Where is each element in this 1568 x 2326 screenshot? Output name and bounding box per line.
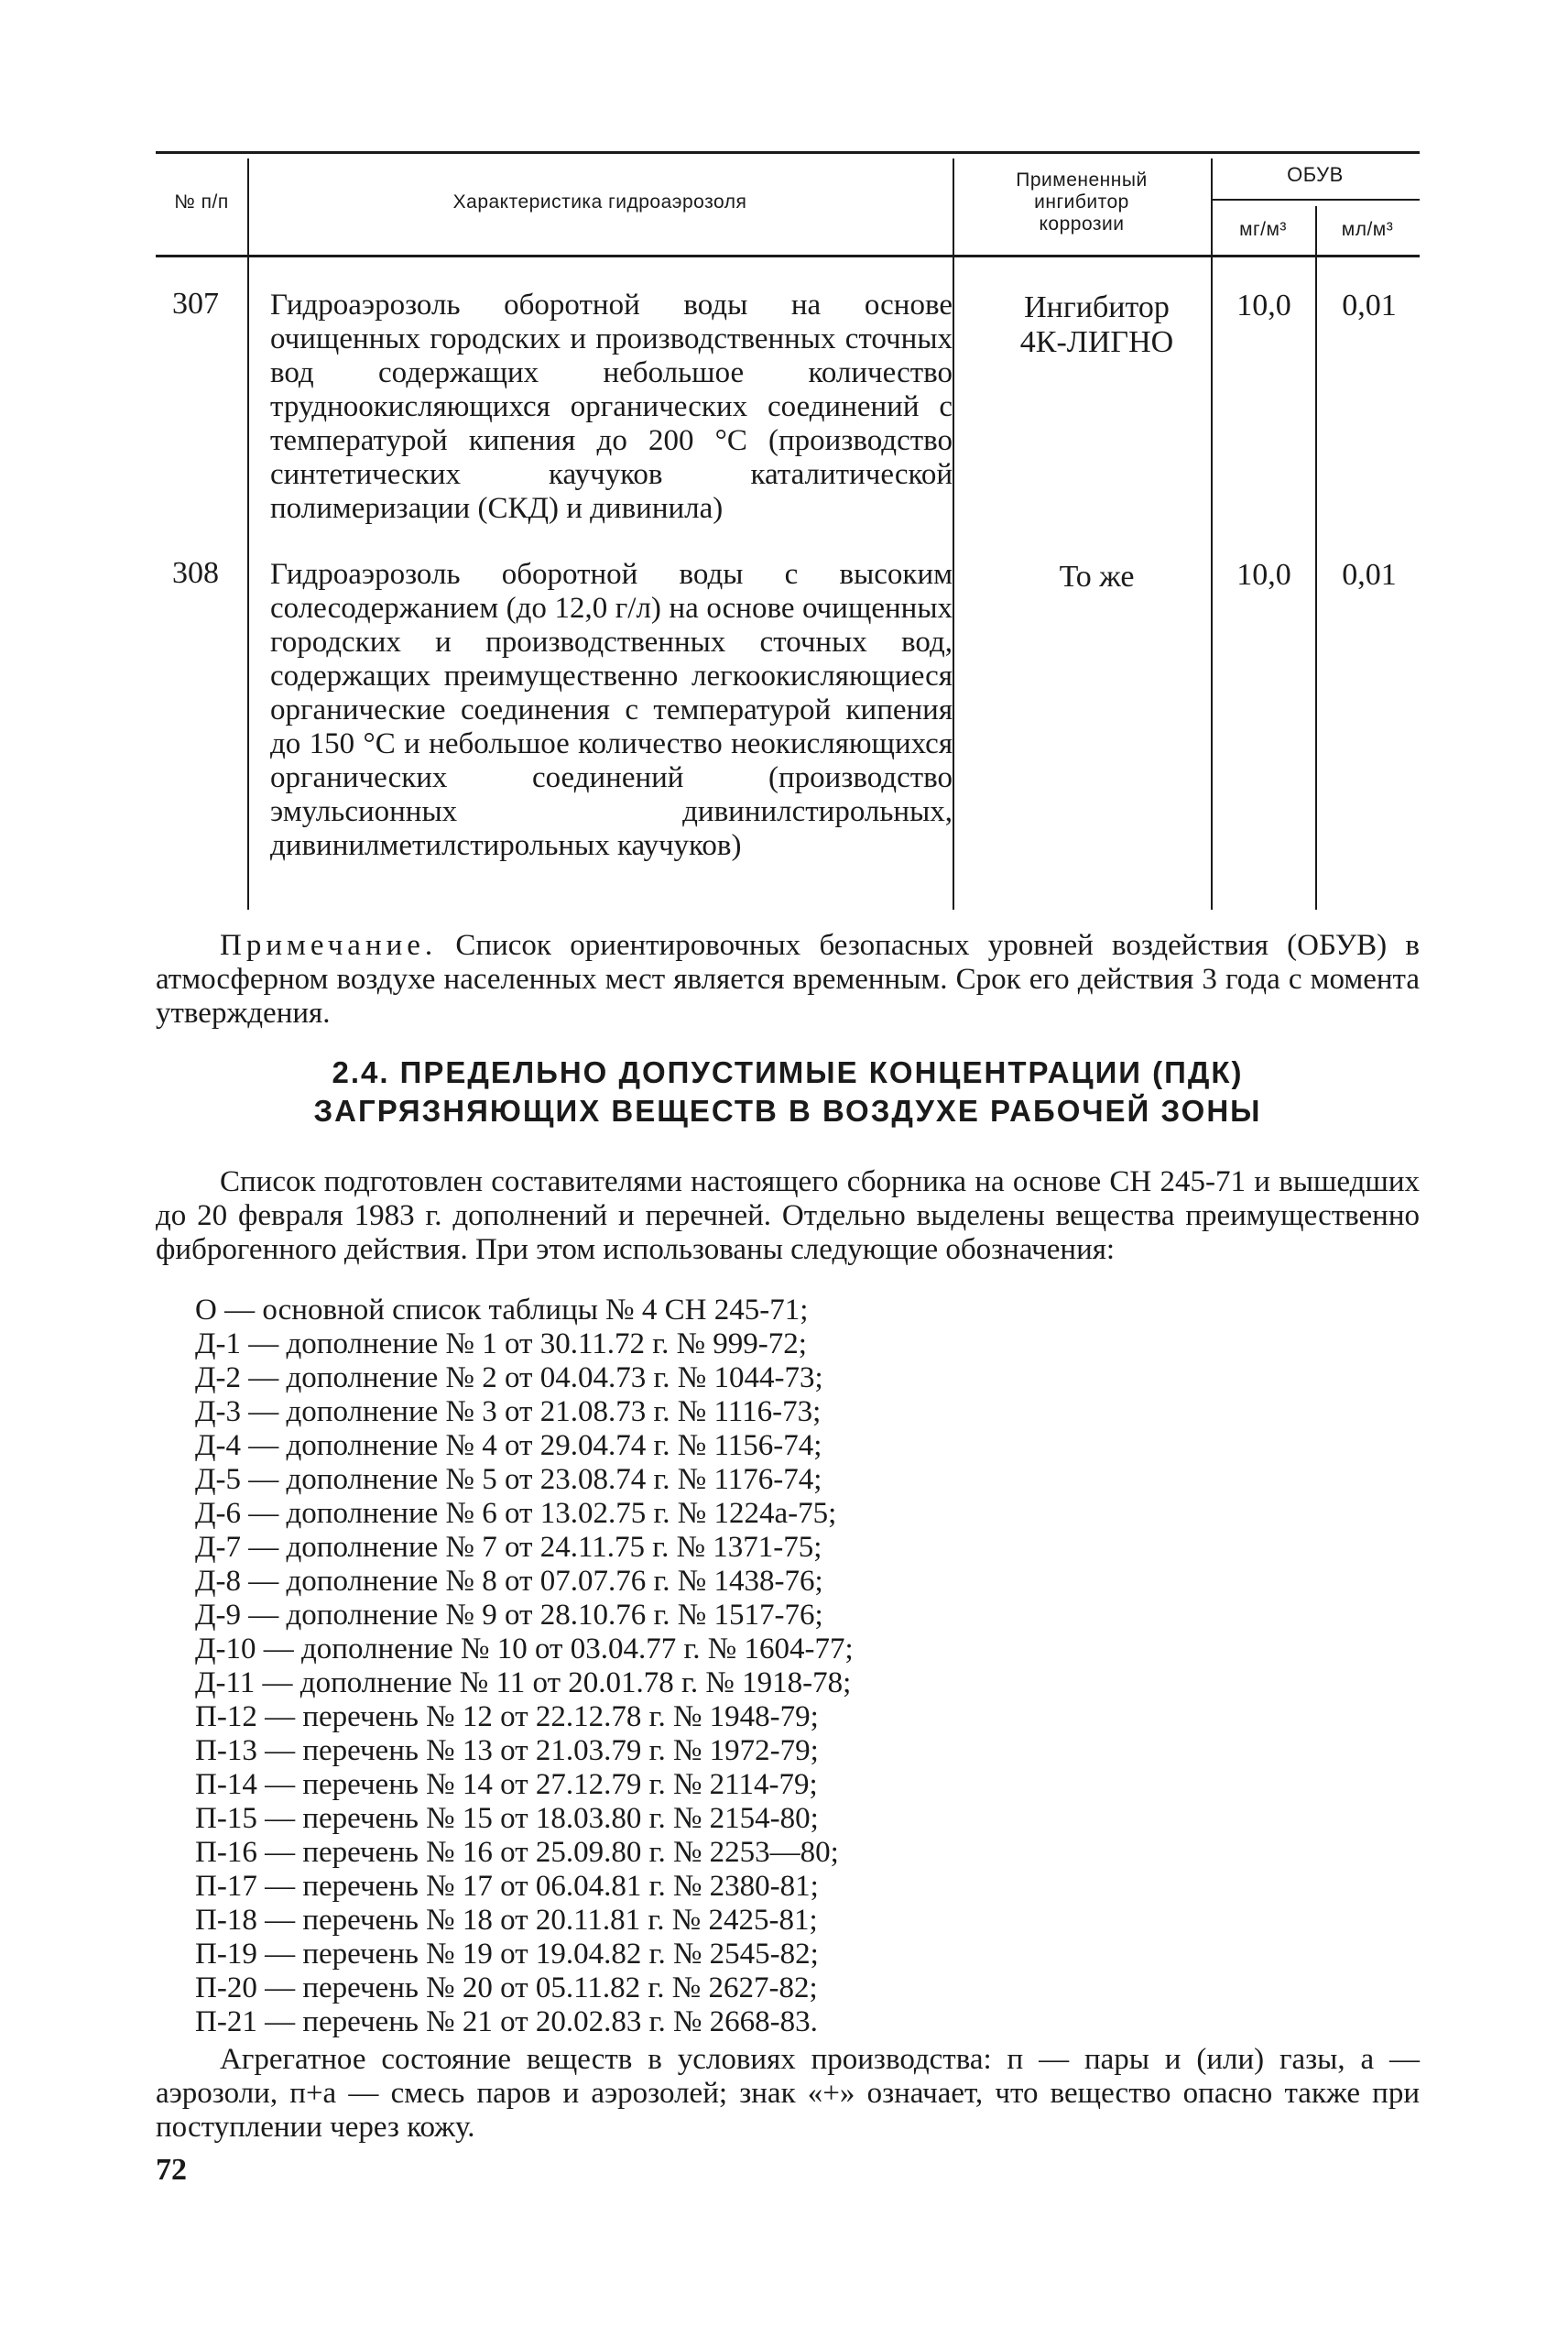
section-intro: Список подготовлен составителями настоящего сборника на основе СН 245-71 и вышедших до 20 февраля 1983 г. дополнений и перечней. Отдельно выделены вещества преимущественно фиброгенного действия. При этом использованы следующие обозначения: xyxy=(156,1165,1420,1266)
heading-line: 2.4. ПРЕДЕЛЬНО ДОПУСТИМЫЕ КОНЦЕНТРАЦИИ (ПДК) xyxy=(332,1055,1244,1089)
row-number: 307 xyxy=(172,287,219,321)
list-item: П-20 — перечень № 20 от 05.11.82 г. № 2627-82; xyxy=(195,1971,818,2004)
row-value-mg: 10,0 xyxy=(1236,558,1291,592)
list-item: П-15 — перечень № 15 от 18.03.80 г. № 2154-80; xyxy=(195,1802,819,1835)
list-item: Д-11 — дополнение № 11 от 20.01.78 г. № 1918-78; xyxy=(195,1666,852,1699)
note-label: Примечание. xyxy=(220,929,438,962)
table-note xyxy=(156,929,1420,1031)
row-description: Гидроаэрозоль оборотной воды с высоким солесодержанием (до 12,0 г/л) на основе очищенных городских и производственных сточных вод, содержащих преимущественно легкоокисляющиеся органические соединения с температурой кипения до 150 °С и небольшое количество неокисляющихся органических соединений (производство эмульсионных дивинилстирольных, дивинилметилстирольных каучуков) xyxy=(270,558,953,862)
row-number: 308 xyxy=(172,556,219,590)
header-characteristic: Характеристика гидроаэрозоля xyxy=(452,191,747,213)
row-inhibitor xyxy=(962,290,1232,360)
list-item: Д-9 — дополнение № 9 от 28.10.76 г. № 1517-76; xyxy=(195,1599,823,1632)
list-item: Д-5 — дополнение № 5 от 23.08.74 г. № 1176-74; xyxy=(195,1463,822,1496)
list-item: П-21 — перечень № 21 от 20.02.83 г. № 2668-83. xyxy=(195,2005,818,2038)
inhibitor-line: Ингибитор xyxy=(1024,290,1170,324)
header-obuv: ОБУВ xyxy=(1287,163,1344,186)
list-item: П-16 — перечень № 16 от 25.09.80 г. № 2253—80; xyxy=(195,1836,839,1869)
header-inhibitor-line: ингибитор xyxy=(1034,191,1129,213)
list-item: Д-2 — дополнение № 2 от 04.04.73 г. № 1044-73; xyxy=(195,1361,823,1394)
list-item: Д-4 — дополнение № 4 от 29.04.74 г. № 1156-74; xyxy=(195,1429,822,1462)
section-heading xyxy=(156,1054,1420,1130)
inhibitor-line: 4К-ЛИГНО xyxy=(1019,325,1174,359)
list-item: Д-3 — дополнение № 3 от 21.08.73 г. № 1116-73; xyxy=(195,1395,822,1428)
row-inhibitor xyxy=(962,560,1232,595)
row-value-ml: 0,01 xyxy=(1342,289,1397,322)
header-num: № п/п xyxy=(174,191,229,213)
table-top-rule xyxy=(156,151,1420,154)
list-item: Д-6 — дополнение № 6 от 13.02.75 г. № 1224а-75; xyxy=(195,1497,837,1530)
table-header-rule xyxy=(156,255,1420,257)
list-item: П-12 — перечень № 12 от 22.12.78 г. № 1948-79; xyxy=(195,1700,819,1733)
abbreviation-list xyxy=(195,1294,1294,2039)
list-item: П-18 — перечень № 18 от 20.11.81 г. № 2425-81; xyxy=(195,1904,818,1937)
header-unit-mg: мг/м³ xyxy=(1239,219,1287,240)
header-unit-ml: мл/м³ xyxy=(1341,219,1394,240)
row-value-mg: 10,0 xyxy=(1236,289,1291,322)
row-value-ml: 0,01 xyxy=(1342,558,1397,592)
header-inhibitor-line: Примененный xyxy=(1016,169,1148,191)
column-divider xyxy=(953,158,954,910)
inhibitor-line: То же xyxy=(1059,560,1135,594)
list-item: П-14 — перечень № 14 от 27.12.79 г. № 2114-79; xyxy=(195,1768,818,1801)
list-item: Д-1 — дополнение № 1 от 30.11.72 г. № 999-72; xyxy=(195,1327,807,1360)
list-item: Д-10 — дополнение № 10 от 03.04.77 г. № 1604-77; xyxy=(195,1633,854,1665)
page-number: 72 xyxy=(156,2153,187,2187)
list-item: П-17 — перечень № 17 от 06.04.81 г. № 2380-81; xyxy=(195,1870,819,1903)
list-item: Д-7 — дополнение № 7 от 24.11.75 г. № 1371-75; xyxy=(195,1531,822,1564)
column-divider xyxy=(1211,158,1213,910)
header-inhibitor-line: коррозии xyxy=(1039,213,1125,235)
note-text: Список ориентировочных безопасных уровней воздействия (ОБУВ) в атмосферном воздухе населенных мест является временным. Срок его действия 3 года с момента утверждения. xyxy=(156,929,1420,1030)
list-item: П-13 — перечень № 13 от 21.03.79 г. № 1972-79; xyxy=(195,1734,819,1767)
header-inhibitor xyxy=(953,169,1211,235)
column-divider xyxy=(247,158,249,910)
row-description: Гидроаэрозоль оборотной воды на основе очищенных городских и производственных сточных вод содержащих небольшое количество трудноокисляющихся органических соединений с температурой кипения до 200 °С (производство синтетических каучуков каталитической полимеризации (СКД) и дивинила) xyxy=(270,289,953,525)
obuv-subheader-rule xyxy=(1211,199,1420,201)
list-item: Д-8 — дополнение № 8 от 07.07.76 г. № 1438-76; xyxy=(195,1565,823,1598)
list-item: П-19 — перечень № 19 от 19.04.82 г. № 2545-82; xyxy=(195,1938,819,1971)
list-item: О — основной список таблицы № 4 СН 245-71; xyxy=(195,1294,809,1327)
heading-line: ЗАГРЯЗНЯЮЩИХ ВЕЩЕСТВ В ВОЗДУХЕ РАБОЧЕЙ ЗОНЫ xyxy=(313,1094,1262,1128)
aggregate-state-note: Агрегатное состояние веществ в условиях производства: п — пары и (или) газы, а — аэрозоли, п+а — смесь паров и аэрозолей; знак «+» означает, что вещество опасно также при поступлении через кожу. xyxy=(156,2043,1420,2144)
column-divider xyxy=(1315,206,1317,910)
